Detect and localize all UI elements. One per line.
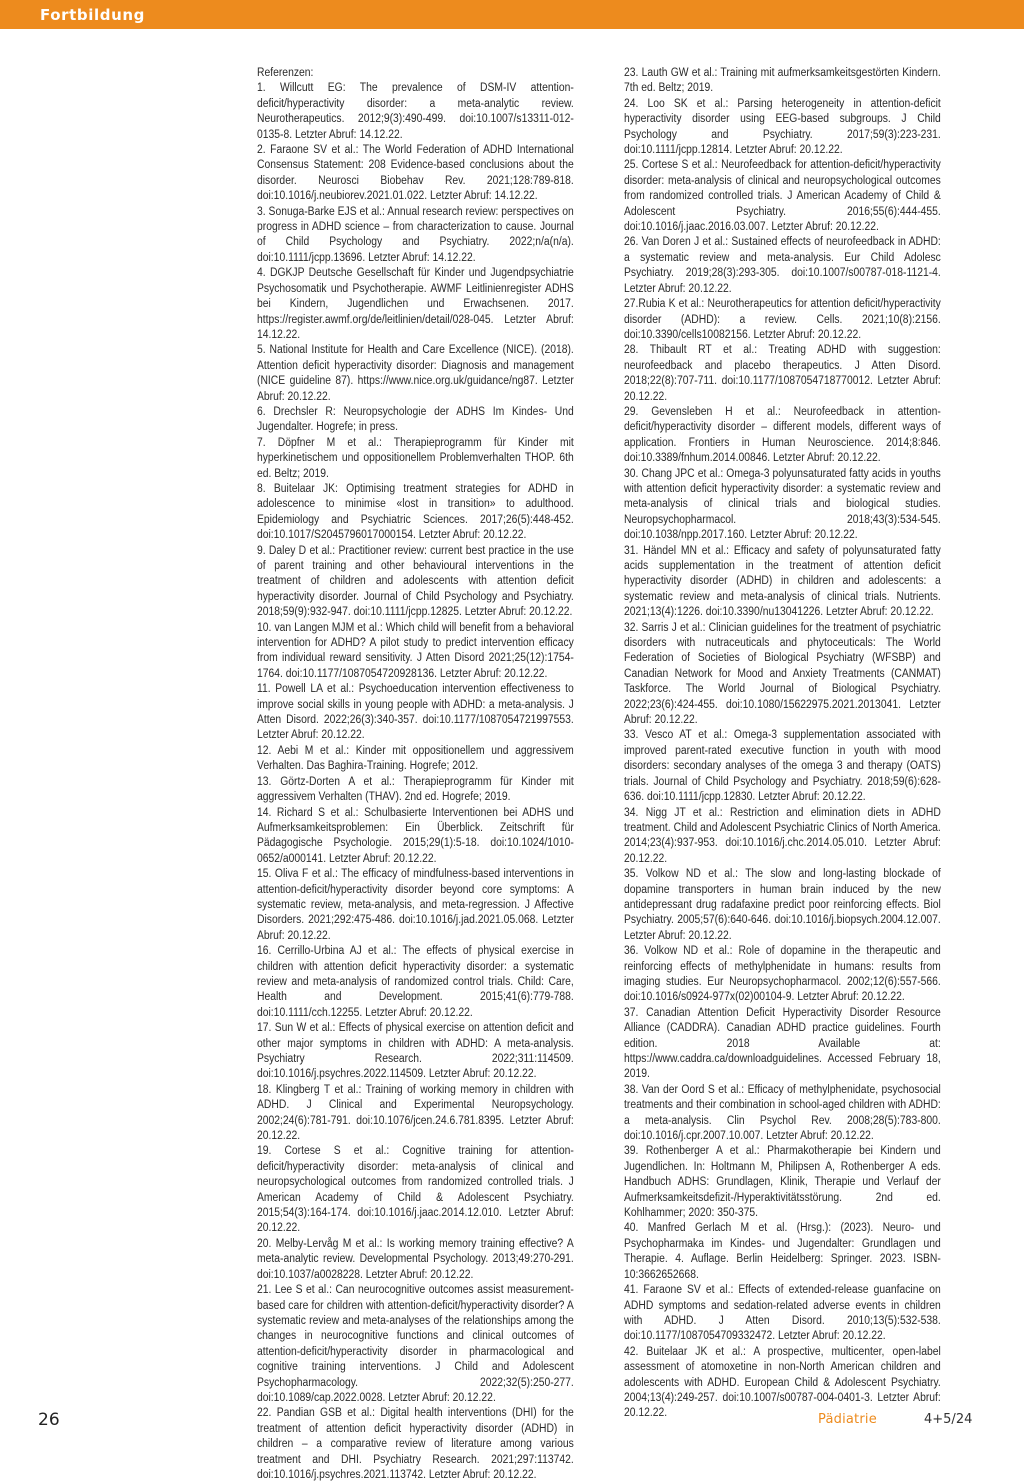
reference-item: 40. Manfred Gerlach M et al. (Hrsg.): (2023). Neuro- und Psychopharmaka im Kindes- und Jugendalter: Grundlagen und Therapie. 4. Auflage. Berlin Heidelberg: Springer. 2023. ISBN-10:3662652668.: [624, 1222, 941, 1281]
reference-item: 25. Cortese S et al.: Neurofeedback for attention-deficit/hyperactivity disorder: meta-analysis of clinical and neuropsychological outcomes from randomized controlled trials. J American Academy of Child & Adolescent Psychiatry. 2016;55(6):444-455. doi:10.1016/j.jaac.2016.03.007. Letzter Abruf: 20.12.22.: [624, 159, 941, 234]
references-heading: Referenzen:: [257, 67, 314, 79]
references-column-left: [257, 66, 574, 1483]
reference-item: 2. Faraone SV et al.: The World Federation of ADHD International Consensus Statement: 208 Evidence-based conclusions about the disorder. Neurosci Biobehav Rev. 2021;128:789-818. doi:10.1016/j.neubiorev.2021.01.022. Letzter Abruf: 14.12.22.: [257, 144, 574, 203]
reference-item: 34. Nigg JT et al.: Restriction and elimination diets in ADHD treatment. Child and Adolescent Psychiatric Clinics of North America. 2014;23(4):937-953. doi:10.1016/j.chc.2014.05.010. Letzter Abruf: 20.12.22.: [624, 806, 941, 865]
reference-item: 22. Pandian GSB et al.: Digital health interventions (DHI) for the treatment of attention deficit hyperactivity disorder (ADHD) in children – a comparative review of literature among various treatment and DHI. Psychiatry Research. 2021;297:113742. doi:10.1016/j.psychres.2021.113742. Letzter Abruf: 20.12.22.: [257, 1407, 574, 1481]
reference-item: 5. National Institute for Health and Care Excellence (NICE). (2018). Attention deficit hyperactivity disorder: Diagnosis and management (NICE guideline 87). https://www.nice.org.uk/guidance/ng87. Letzter Abruf: 20.12.22.: [257, 344, 574, 403]
issue-number: 4+5/24: [924, 1412, 973, 1427]
reference-item: 13. Görtz-Dorten A et al.: Therapieprogramm für Kinder mit aggressivem Verhalten (THAV). 2nd ed. Hogrefe; 2019.: [257, 775, 574, 804]
reference-item: 29. Gevensleben H et al.: Neurofeedback in attention-deficit/hyperactivity disorder – different models, different ways of application. Frontiers in Human Neuroscience. 2014;8:846. doi:10.3389/fnhum.2014.00846. Letzter Abruf: 20.12.22.: [624, 405, 941, 465]
reference-item: 42. Buitelaar JK et al.: A prospective, multicenter, open-label assessment of atomoxetine in non-North American children and adolescents with ADHD. European Child & Adolescent Psychiatry. 2004;13(4):249-257. doi:10.1007/s00787-004-0401-3. Letzter Abruf: 20.12.22.: [624, 1345, 941, 1420]
section-banner: [0, 0, 1024, 29]
reference-item: 9. Daley D et al.: Practitioner review: current best practice in the use of parent training and other behavioural interventions in the treatment of children and adolescents with attention deficit hyperactivity disorder. Journal of Child Psychology and Psychiatry. 2018;59(9):932-947. doi:10.1111/jcpp.12825. Letzter Abruf: 20.12.22.: [257, 544, 574, 619]
reference-item: 23. Lauth GW et al.: Training mit aufmerksamkeitsgestörten Kindern. 7th ed. Beltz; 2019.: [624, 67, 941, 95]
reference-item: 12. Aebi M et al.: Kinder mit oppositionellem und aggressivem Verhalten. Das Baghira-Training. Hogrefe; 2012.: [257, 744, 574, 773]
reference-item: 15. Oliva F et al.: The efficacy of mindfulness-based interventions in attention-deficit/hyperactivity disorder beyond core symptoms: A systematic review, meta-analysis, and meta-regression. J Affective Disorders. 2021;292:475-486. doi:10.1016/j.jad.2021.05.068. Letzter Abruf: 20.12.22.: [257, 868, 574, 942]
reference-item: 20. Melby-Lervåg M et al.: Is working memory training effective? A meta-analytic review. Developmental Psychology. 2013;49:270-291. doi:10.1037/a0028228. Letzter Abruf: 20.12.22.: [257, 1237, 574, 1281]
reference-item: 18. Klingberg T et al.: Training of working memory in children with ADHD. J Clinical and Experimental Neuropsychology. 2002;24(6):781-791. doi:10.1076/jcen.24.6.781.8395. Letzter Abruf: 20.12.22.: [257, 1083, 574, 1143]
reference-item: 7. Döpfner M et al.: Therapieprogramm für Kinder mit hyperkinetischem und oppositionellem Problemverhalten THOP. 6th ed. Beltz; 2019.: [257, 436, 574, 480]
reference-item: 14. Richard S et al.: Schulbasierte Interventionen bei ADHS und Aufmerksamkeitsproblemen: Ein Überblick. Zeitschrift für Pädagogische Psychologie. 2015;29(1):5-18. doi:10.1024/1010-0652/a000141. Letzter Abruf: 20.12.22.: [257, 806, 574, 865]
reference-item: 36. Volkow ND et al.: Role of dopamine in the therapeutic and reinforcing effects of methylphenidate in humans: results from imaging studies. Eur Neuropsychopharmacol. 2002;12(6):557-566. doi:10.1016/s0924-977x(02)00104-9. Letzter Abruf: 20.12.22.: [624, 945, 941, 1004]
reference-item: 30. Chang JPC et al.: Omega-3 polyunsaturated fatty acids in youths with attention deficit hyperactivity disorder: a systematic review and meta-analysis of clinical trials and biological studies. Neuropsychopharmacol. 2018;43(3):534-545. doi:10.1038/npp.2017.160. Letzter Abruf: 20.12.22.: [624, 467, 941, 542]
reference-item: 37. Canadian Attention Deficit Hyperactivity Disorder Resource Alliance (CADDRA). Canadian ADHD practice guidelines. Fourth edition. 2018 Available at: https://www.caddra.ca/downloadguidelines. Accessed February 18, 2019.: [624, 1006, 941, 1081]
reference-item: 4. DGKJP Deutsche Gesellschaft für Kinder und Jugendpsychiatrie Psychosomatik und Psychotherapie. AWMF Leitlinienregister ADHS bei Kindern, Jugendlichen und Erwachsenen. 2017. https://register.awmf.org/de/leitlinien/detail/028-045. Letzter Abruf: 14.12.22.: [257, 267, 574, 341]
reference-item: 6. Drechsler R: Neuropsychologie der ADHS Im Kindes- Und Jugendalter. Hogrefe; in press.: [257, 405, 574, 434]
references-column-right: [624, 66, 941, 1422]
reference-item: 26. Van Doren J et al.: Sustained effects of neurofeedback in ADHD: a systematic review and meta-analysis. Eur Child Adolesc Psychiatry. 2019;28(3):293-305. doi:10.1007/s00787-018-1121-4. Letzter Abruf: 20.12.22.: [624, 236, 941, 295]
reference-item: 24. Loo SK et al.: Parsing heterogeneity in attention-deficit hyperactivity disorder using EEG-based subgroups. J Child Psychology and Psychiatry. 2017;59(3):223-231. doi:10.1111/jcpp.12814. Letzter Abruf: 20.12.22.: [624, 97, 941, 157]
reference-item: 35. Volkow ND et al.: The slow and long-lasting blockade of dopamine transporters in human brain induced by the new antidepressant drug radafaxine predict poor reinforcing effects. Biol Psychiatry. 2005;57(6):640-646. doi:10.1016/j.biopsych.2004.12.007. Letzter Abruf: 20.12.22.: [624, 868, 941, 942]
reference-item: 16. Cerrillo-Urbina AJ et al.: The effects of physical exercise in children with attention deficit hyperactivity disorder: a systematic review and meta-analysis of randomized control trials. Child: Care, Health and Development. 2015;41(6):779-788. doi:10.1111/cch.12255. Letzter Abruf: 20.12.22.: [257, 945, 574, 1019]
reference-item: 38. Van der Oord S et al.: Efficacy of methylphenidate, psychosocial treatments and their combination in school-aged children with ADHD: a meta-analysis. Clin Psychol Rev. 2008;28(5):783-800. doi:10.1016/j.cpr.2007.10.007. Letzter Abruf: 20.12.22.: [624, 1083, 941, 1143]
reference-item: 17. Sun W et al.: Effects of physical exercise on attention deficit and other major symptoms in children with ADHD: A meta-analysis. Psychiatry Research. 2022;311:114509. doi:10.1016/j.psychres.2022.114509. Letzter Abruf: 20.12.22.: [257, 1022, 574, 1081]
reference-item: 21. Lee S et al.: Can neurocognitive outcomes assist measurement-based care for children with attention-deficit/hyperactivity disorder? A systematic review and meta-analyses of the relationships among the changes in neurocognitive functions and clinical outcomes of attention-deficit/hyperactivity disorder in pharmacological and cognitive training interventions. J Child and Adolescent Psychopharmacology. 2022;32(5):250-277. doi:10.1089/cap.2022.0028. Letzter Abruf: 20.12.22.: [257, 1284, 574, 1404]
reference-item: 3. Sonuga-Barke EJS et al.: Annual research review: perspectives on progress in ADHD science – from characterization to cause. Journal of Child Psychology and Psychiatry. 2022;n/a(n/a). doi:10.1111/jcpp.13696. Letzter Abruf: 14.12.22.: [257, 205, 574, 264]
reference-item: 8. Buitelaar JK: Optimising treatment strategies for ADHD in adolescence to minimise «lost in transition» to adulthood. Epidemiology and Psychiatric Sciences. 2017;26(5):448-452. doi:10.1017/S2045796017000154. Letzter Abruf: 20.12.22.: [257, 482, 574, 542]
reference-item: 39. Rothenberger A et al.: Pharmakotherapie bei Kindern und Jugendlichen. In: Holtmann M, Philipsen A, Rothenberger A eds. Handbuch ADHS: Grundlagen, Klinik, Therapie und Verlauf der Aufmerksamkeitsdefizit-/Hyperaktivitätsstörung. 2nd ed. Kohlhammer; 2020: 350-375.: [624, 1145, 941, 1220]
reference-item: 1. Willcutt EG: The prevalence of DSM-IV attention-deficit/hyperactivity disorder: a meta-analytic review. Neurotherapeutics. 2012;9(3):490-499. doi:10.1007/s13311-012-0135-8. Letzter Abruf: 14.12.22.: [257, 82, 574, 141]
journal-name: Pädiatrie: [818, 1412, 877, 1427]
reference-item: 31. Händel MN et al.: Efficacy and safety of polyunsaturated fatty acids supplementation in the treatment of attention deficit hyperactivity disorder (ADHD) in children and adolescents: a systematic review and meta-analysis of clinical trials. Nutrients. 2021;13(4):1226. doi:10.3390/nu13041226. Letzter Abruf: 20.12.22.: [624, 544, 941, 619]
reference-item: 32. Sarris J et al.: Clinician guidelines for the treatment of psychiatric disorders with nutraceuticals and phytoceuticals: The World Federation of Societies of Biological Psychiatry (WFSBP) and Canadian Network for Mood and Anxiety Treatments (CANMAT) Taskforce. The World Journal of Biological Psychiatry. 2022;23(6):424-455. doi:10.1080/15622975.2021.2013041. Letzter Abruf: 20.12.22.: [624, 621, 941, 727]
reference-item: 28. Thibault RT et al.: Treating ADHD with suggestion: neurofeedback and placebo therapeutics. J Atten Disord. 2018;22(8):707-711. doi:10.1177/1087054718770012. Letzter Abruf: 20.12.22.: [624, 344, 941, 403]
reference-item: 41. Faraone SV et al.: Effects of extended-release guanfacine on ADHD symptoms and sedation-related adverse events in children with ADHD. J Atten Disord. 2010;13(5):532-538. doi:10.1177/1087054709332472. Letzter Abruf: 20.12.22.: [624, 1284, 941, 1343]
reference-item: 27.Rubia K et al.: Neurotherapeutics for attention deficit/hyperactivity disorder (ADHD): a review. Cells. 2021;10(8):2156. doi:10.3390/cells10082156. Letzter Abruf: 20.12.22.: [624, 298, 941, 341]
section-title: Fortbildung: [40, 6, 145, 24]
page-number: 26: [38, 1410, 60, 1430]
reference-item: 33. Vesco AT et al.: Omega-3 supplementation associated with improved parent-rated executive function in youth with mood disorders: secondary analyses of the omega 3 and therapy (OATS) trials. Journal of Child Psychology and Psychiatry. 2018;59(6):628-636. doi:10.1111/jcpp.12830. Letzter Abruf: 20.12.22.: [624, 729, 941, 804]
reference-item: 11. Powell LA et al.: Psychoeducation intervention effectiveness to improve social skills in young people with ADHD: a meta-analysis. J Atten Disord. 2022;26(3):340-357. doi:10.1177/1087054721997553. Letzter Abruf: 20.12.22.: [257, 683, 574, 742]
reference-item: 19. Cortese S et al.: Cognitive training for attention-deficit/hyperactivity disorder: meta-analysis of clinical and neuropsychological outcomes from randomized controlled trials. J American Academy of Child & Adolescent Psychiatry. 2015;54(3):164-174. doi:10.1016/j.jaac.2014.12.010. Letzter Abruf: 20.12.22.: [257, 1145, 574, 1235]
reference-item: 10. van Langen MJM et al.: Which child will benefit from a behavioral intervention for ADHD? A pilot study to predict intervention efficacy from individual reward sensitivity. J Atten Disord 2021;25(12):1754-1764. doi:10.1177/1087054720928136. Letzter Abruf: 20.12.22.: [257, 621, 574, 680]
